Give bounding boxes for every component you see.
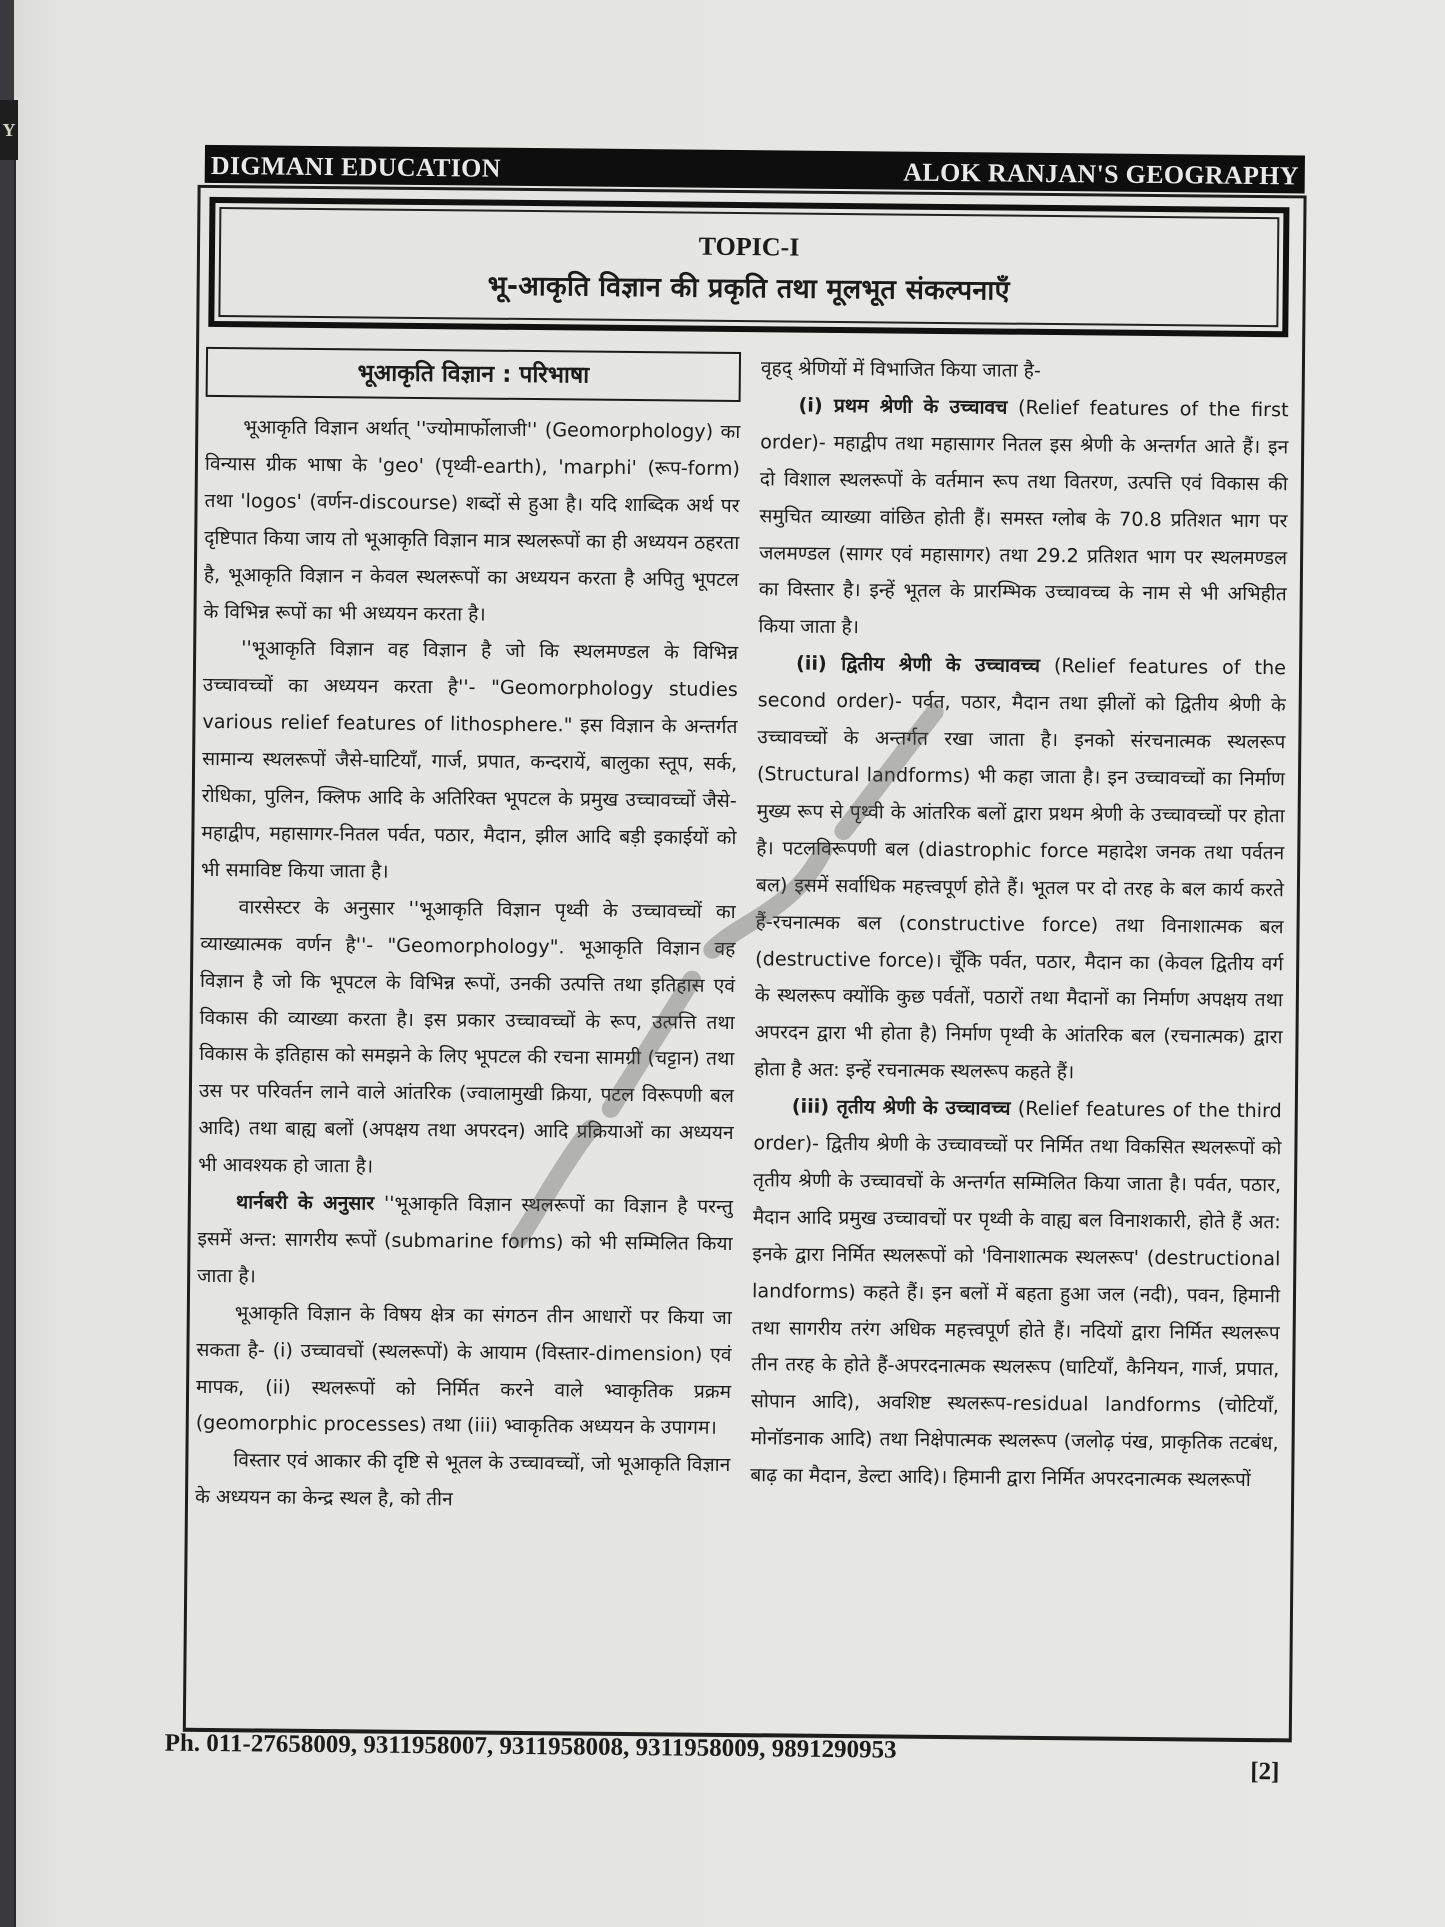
paragraph-lead: (iii) तृतीय श्रेणी के उच्चावच्च bbox=[791, 1094, 1011, 1120]
topic-heading-box bbox=[208, 197, 1289, 337]
paragraph-lead: थार्नबरी के अनुसार bbox=[235, 1190, 375, 1215]
page-number: [2] bbox=[1250, 1757, 1280, 1786]
paragraph: वारसेस्टर के अनुसार ''भूआकृति विज्ञान पृथ्वी के उच्चावच्चों का व्याख्यात्मक वर्णन है''- "Geomorphology". भूआकृति विज्ञान वह विज्ञान है जो कि भूपटल के विभिन्न रूपों, उनकी उत्पत्ति तथा इतिहास एवं विकास की व्याख्या करता है। इस प्रकार उच्चावच्चों के रूप, उत्पत्ति तथा विकास के इतिहास को समझने के लिए भूपटल की रचना सामग्री (चट्टान) तथा उस पर परिवर्तन लाने वाले आंतरिक (ज्वालामुखी क्रिया, पटल विरूपणी बल आदि) तथा बाह्य बलों (अपक्षय तथा अपरदन) आदि प्रक्रियाओं का अध्ययन भी आवश्यक हो जाता है। bbox=[198, 895, 736, 1178]
adjacent-page-tab: Y bbox=[0, 100, 18, 160]
book-title: ALOK RANJAN'S GEOGRAPHY bbox=[903, 157, 1299, 191]
topic-title: भू-आकृति विज्ञान की प्रकृति तथा मूलभूत संकल्पनाएँ bbox=[487, 270, 1010, 307]
paragraph-second-order: (ii) द्वितीय श्रेणी के उच्चावच्च (Relief features of the second order)- पर्वत, पठार, मैदान तथा झीलों को द्वितीय श्रेणी के उच्चावच्चों के अन्तर्गत रखा जाता है। इनको संरचनात्मक स्थलरूप (Structural landforms) भी कहा जाता है। इन उच्चावच्चों का निर्माण मुख्य रूप से पृथ्वी के आंतरिक बलों द्वारा प्रथम श्रेणी के उच्चावच्चों पर होता है। पटलविरूपणी बल (diastrophic force महादेश जनक तथा पर्वतन बल) इसमें सर्वाधिक महत्त्वपूर्ण होते हैं। भूतल पर दो तरह के बल कार्य करते हैं-रचनात्मक बल (constructive force) तथा विनाशात्मक बल (destructive force)। चूँकि पर्वत, पठार, मैदान का (केवल द्वितीय वर्ग के स्थलरूप क्योंकि कुछ पर्वतों, पठारों तथा मैदानों का निर्माण अपक्षय तथा अपरदन द्वारा भी होता है) निर्माण पृथ्वी के आंतरिक बल (रचनात्मक) द्वारा होता है अत: इन्हें रचनात्मक स्थलरूप कहते हैं। bbox=[754, 651, 1287, 1084]
paragraph: वृहद् श्रेणियों में विभाजित किया जाता है- bbox=[760, 356, 1041, 382]
contact-phones: Ph. 011-27658009, 9311958007, 9311958008, 9311958009, 9891290953 bbox=[164, 1729, 897, 1764]
paragraph: ''भूआकृति विज्ञान वह विज्ञान है जो कि स्थलमण्डल के विभिन्न उच्चावच्चों का अध्ययन करता है''- "Geomorphology studies various relief features of lithosphere." इस विज्ञान के अन्तर्गत सामान्य स्थलरूपों जैसे-घाटियाँ, गार्ज, प्रपात, कन्दरायें, बालुका स्तूप, सर्क, रोधिका, पुलिन, क्लिफ आदि के अतिरिक्त भूपटल के प्रमुख उच्चावच्चों जैसे-महाद्वीप, महासागर-नितल पर्वत, पठार, मैदान, झील आदि बड़ी इकाईयों को भी समाविष्ट किया जाता है। bbox=[200, 636, 739, 883]
paragraph-lead: (i) प्रथम श्रेणी के उच्चावच bbox=[798, 393, 1008, 419]
publisher-name: DIGMANI EDUCATION bbox=[210, 150, 501, 183]
paragraph-lead: (ii) द्वितीय श्रेणी के उच्चावच्च bbox=[795, 651, 1041, 678]
paragraph-first-order: (i) प्रथम श्रेणी के उच्चावच (Relief features of the first order)- महाद्वीप तथा महासागर नितल इस श्रेणी के अन्तर्गत आते हैं। इन दो विशाल स्थलरूपों के वर्तमान रूप तथा वितरण, उत्पत्ति एवं विकास की समुचित व्याख्या वांछित होती हैं। समस्त ग्लोब के 70.8 प्रतिशत भाग पर जलमण्डल (सागर एवं महासागर) तथा 29.2 प्रतिशत भाग पर स्थलमण्डल का विस्तार है। इन्हें भूतल के प्रारम्भिक उच्चावच्च के नाम से भी अभिहीत किया जाता है। bbox=[758, 393, 1289, 639]
section-heading: भूआकृति विज्ञान : परिभाषा bbox=[206, 347, 741, 402]
book-spine-edge bbox=[14, 150, 16, 1927]
topic-label: TOPIC-I bbox=[698, 231, 800, 262]
paragraph: भूआकृति विज्ञान अर्थात् ''ज्योमार्फोलाजी'' (Geomorphology) का विन्यास ग्रीक भाषा के 'geo' (पृथ्वी-earth), 'marphi' (रूप-form) तथा 'logos' (वर्णन-discourse) शब्दों से हुआ है। यदि शाब्दिक अर्थ पर दृष्टिपात किया जाय तो भूआकृति विज्ञान मात्र स्थलरूपों का ही अध्ययन ठहरता है, भूआकृति विज्ञान न केवल स्थलरूपों का अध्ययन करता है अपितु भूपटल के विभिन्न रूपों का भी अध्ययन करता है। bbox=[203, 415, 741, 626]
document-page bbox=[154, 145, 1305, 1786]
paragraph: भूआकृति विज्ञान के विषय क्षेत्र का संगठन तीन आधारों पर किया जा सकता है- (i) उच्चावचों (स्थलरूपों) के आयाम (विस्तार-dimension) एवं मापक, (ii) स्थलरूपों को निर्मित करने वाले भ्वाकृतिक प्रक्रम (geomorphic processes) तथा (iii) भ्वाकृतिक अध्ययन के उपागम। bbox=[195, 1300, 732, 1440]
paragraph-third-order: (iii) तृतीय श्रेणी के उच्चावच्च (Relief features of the third order)- द्वितीय श्रेणी के उच्चावच्चों पर निर्मित तथा विकसित स्थलरूपों को तृतीय श्रेणी के उच्चावचों के अन्तर्गत सम्मिलित किया जाता है। पर्वत, पठार, मैदान आदि प्रमुख उच्चावचों पर पृथ्वी के वाह्य बल विनाशकारी, होते हैं अत: इनके द्वारा निर्मित स्थलरूपों को 'विनाशात्मक स्थलरूप' (destructional landforms) कहते हैं। इन बलों में बहता हुआ जल (नदी), पवन, हिमानी तथा सागरीय तरंग अधिक महत्त्वपूर्ण होते हैं। नदियों द्वारा निर्मित स्थलरूप तीन तरह के होते हैं-अपरदनात्मक स्थलरूप (घाटियाँ, कैनियन, गार्ज, प्रपात, सोपान आदि), अवशिष्ट स्थलरूप-residual landforms (चोटियाँ, मोनॉडनाक आदि) तथा निक्षेपात्मक स्थलरूप (जलोढ़ पंख, प्राकृतिक तटबंध, बाढ़ का मैदान, डेल्टा आदि)। हिमानी द्वारा निर्मित अपरदनात्मक स्थलरूपों bbox=[750, 1094, 1282, 1492]
right-column bbox=[750, 350, 1289, 1499]
paragraph: थार्नबरी के अनुसार ''भूआकृति विज्ञान स्थलरूपों का विज्ञान है परन्तु इसमें अन्त: सागरीय रूपों (submarine forms) को भी सम्मिलित किया जाता है। bbox=[197, 1190, 733, 1288]
paragraph: विस्तार एवं आकार की दृष्टि से भूतल के उच्चावच्चों, जो भूआकृति विज्ञान के अध्ययन का केन्द्र स्थल है, को तीन bbox=[194, 1448, 731, 1511]
page-footer bbox=[164, 1730, 1289, 1787]
left-column bbox=[195, 345, 741, 1521]
